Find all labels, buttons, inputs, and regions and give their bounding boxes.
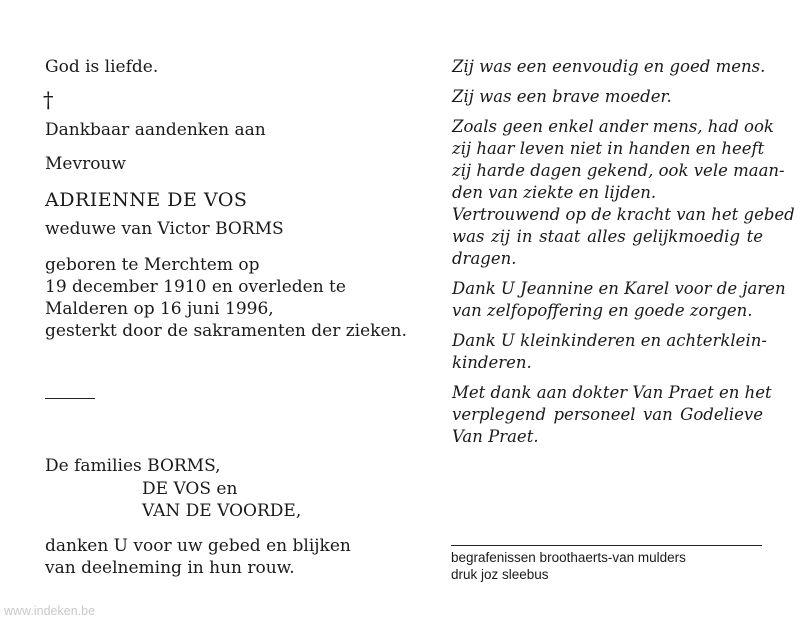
cross-icon: † bbox=[43, 88, 54, 112]
watermark: www.indeken.be bbox=[4, 604, 96, 618]
thanks-line: danken U voor uw gebed en blijken bbox=[45, 536, 351, 556]
family-name: VAN DE VOORDE, bbox=[142, 501, 302, 521]
family-name: DE VOS en bbox=[142, 479, 238, 499]
families-intro: De families BORMS, bbox=[45, 456, 221, 476]
poem-line: Zij was een eenvoudig en goed mens. bbox=[452, 57, 766, 76]
poem-line: den van ziekte en lijden. bbox=[452, 183, 657, 202]
poem-line: Van Praet. bbox=[452, 427, 539, 446]
poem-line: van zelfopoffering en goede zorgen. bbox=[452, 301, 753, 320]
poem-line: Zij was een brave moeder. bbox=[452, 87, 672, 106]
bio-line: geboren te Merchtem op bbox=[45, 255, 260, 275]
poem-line: Met dank aan dokter Van Praet en het bbox=[452, 383, 772, 402]
opening-line: God is liefde. bbox=[45, 57, 159, 77]
poem-line: Zoals geen enkel ander mens, had ook bbox=[452, 117, 774, 136]
poem-line: zij haar leven niet in handen en heeft bbox=[452, 139, 765, 158]
poem-line: dragen. bbox=[452, 249, 517, 268]
memorial-line: Dankbaar aandenken aan bbox=[45, 120, 266, 140]
bio-line: Malderen op 16 juni 1996, bbox=[45, 299, 274, 319]
poem-line: kinderen. bbox=[452, 353, 532, 372]
poem-line: was zij in staat alles gelijkmoedig te bbox=[452, 227, 763, 246]
deceased-name: ADRIENNE DE VOS bbox=[45, 189, 248, 211]
divider bbox=[45, 398, 95, 399]
poem-line: verplegend personeel van Godelieve bbox=[452, 405, 763, 424]
thanks-line: van deelneming in hun rouw. bbox=[45, 558, 295, 578]
salutation: Mevrouw bbox=[45, 154, 126, 174]
poem-line: Dank U kleinkinderen en achterklein- bbox=[452, 331, 767, 350]
poem-line: Dank U Jeannine en Karel voor de jaren bbox=[452, 279, 786, 298]
poem-line: zij harde dagen gekend, ook vele maan- bbox=[452, 161, 785, 180]
printer-rule bbox=[451, 545, 762, 546]
bio-line: gesterkt door de sakramenten der zieken. bbox=[45, 321, 407, 341]
widow-of-line: weduwe van Victor BORMS bbox=[45, 219, 284, 239]
printer-line: begrafenissen broothaerts-van mulders bbox=[451, 550, 686, 565]
poem-line: Vertrouwend op de kracht van het gebed bbox=[452, 205, 795, 224]
printer-line: druk joz sleebus bbox=[451, 567, 549, 582]
bio-line: 19 december 1910 en overleden te bbox=[45, 277, 346, 297]
